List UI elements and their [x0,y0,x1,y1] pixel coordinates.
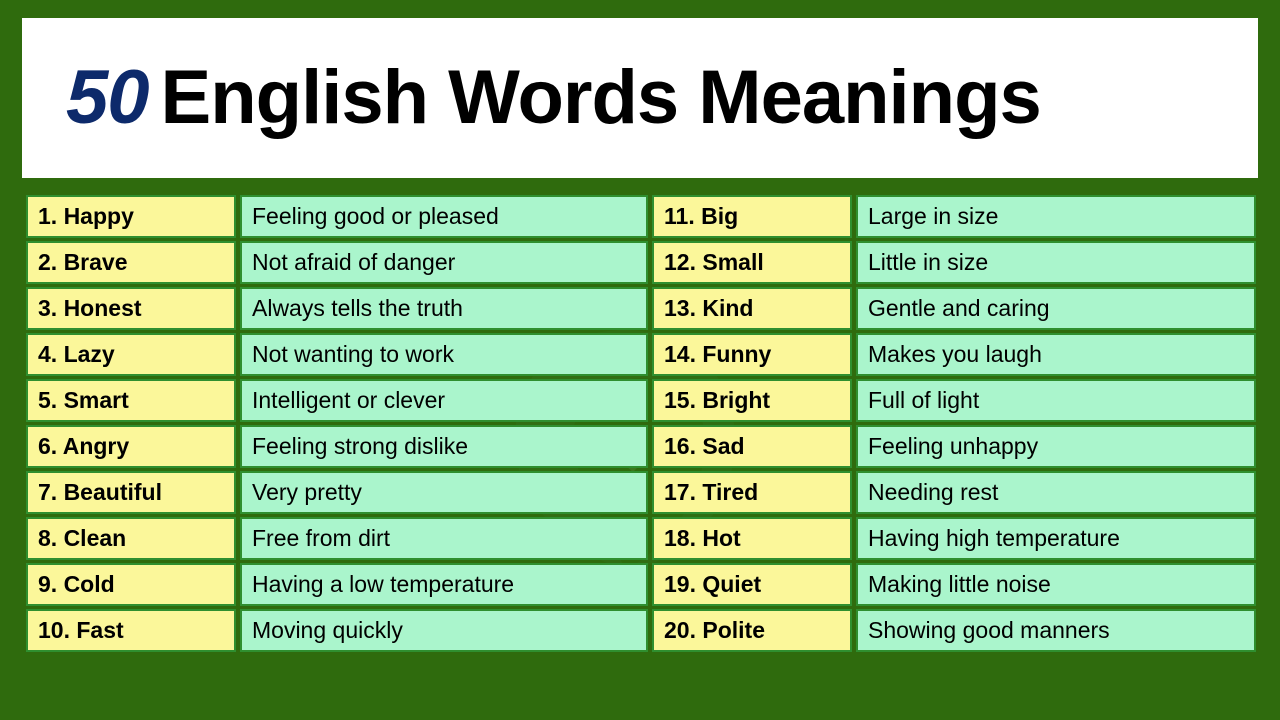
word-cell: 9. Cold [26,563,236,606]
table-row [26,471,1256,514]
words-table [22,192,1260,655]
meaning-cell: Not wanting to work [240,333,648,376]
meaning-cell: Having high temperature [856,517,1256,560]
word-cell: 20. Polite [652,609,852,652]
word-cell: 10. Fast [26,609,236,652]
meaning-cell: Feeling strong dislike [240,425,648,468]
meaning-cell: Moving quickly [240,609,648,652]
word-cell: 6. Angry [26,425,236,468]
title-banner [22,18,1258,178]
meaning-cell: Feeling good or pleased [240,195,648,238]
meaning-cell: Large in size [856,195,1256,238]
table-row [26,425,1256,468]
meaning-cell: Not afraid of danger [240,241,648,284]
table-row [26,241,1256,284]
meaning-cell: Full of light [856,379,1256,422]
table-row [26,609,1256,652]
meaning-cell: Making little noise [856,563,1256,606]
meaning-cell: Makes you laugh [856,333,1256,376]
meaning-cell: Always tells the truth [240,287,648,330]
meaning-cell: Needing rest [856,471,1256,514]
table-row [26,563,1256,606]
word-cell: 2. Brave [26,241,236,284]
word-cell: 12. Small [652,241,852,284]
word-cell: 7. Beautiful [26,471,236,514]
page-title [66,55,1041,140]
title-label: English Words Meanings [160,55,1041,140]
word-cell: 19. Quiet [652,563,852,606]
word-cell: 3. Honest [26,287,236,330]
title-count: 50 [66,55,149,140]
word-cell: 15. Bright [652,379,852,422]
meaning-cell: Little in size [856,241,1256,284]
word-cell: 18. Hot [652,517,852,560]
word-cell: 8. Clean [26,517,236,560]
table-row [26,379,1256,422]
table-row [26,333,1256,376]
word-cell: 11. Big [652,195,852,238]
table-row [26,287,1256,330]
meaning-cell: Free from dirt [240,517,648,560]
table-row [26,195,1256,238]
word-cell: 17. Tired [652,471,852,514]
word-cell: 5. Smart [26,379,236,422]
meaning-cell: Gentle and caring [856,287,1256,330]
word-cell: 16. Sad [652,425,852,468]
words-table-wrapper [22,192,1258,655]
meaning-cell: Having a low temperature [240,563,648,606]
table-row [26,517,1256,560]
meaning-cell: Showing good manners [856,609,1256,652]
word-cell: 1. Happy [26,195,236,238]
meaning-cell: Very pretty [240,471,648,514]
meaning-cell: Feeling unhappy [856,425,1256,468]
word-cell: 14. Funny [652,333,852,376]
word-cell: 13. Kind [652,287,852,330]
word-cell: 4. Lazy [26,333,236,376]
words-table-body [26,195,1256,652]
meaning-cell: Intelligent or clever [240,379,648,422]
